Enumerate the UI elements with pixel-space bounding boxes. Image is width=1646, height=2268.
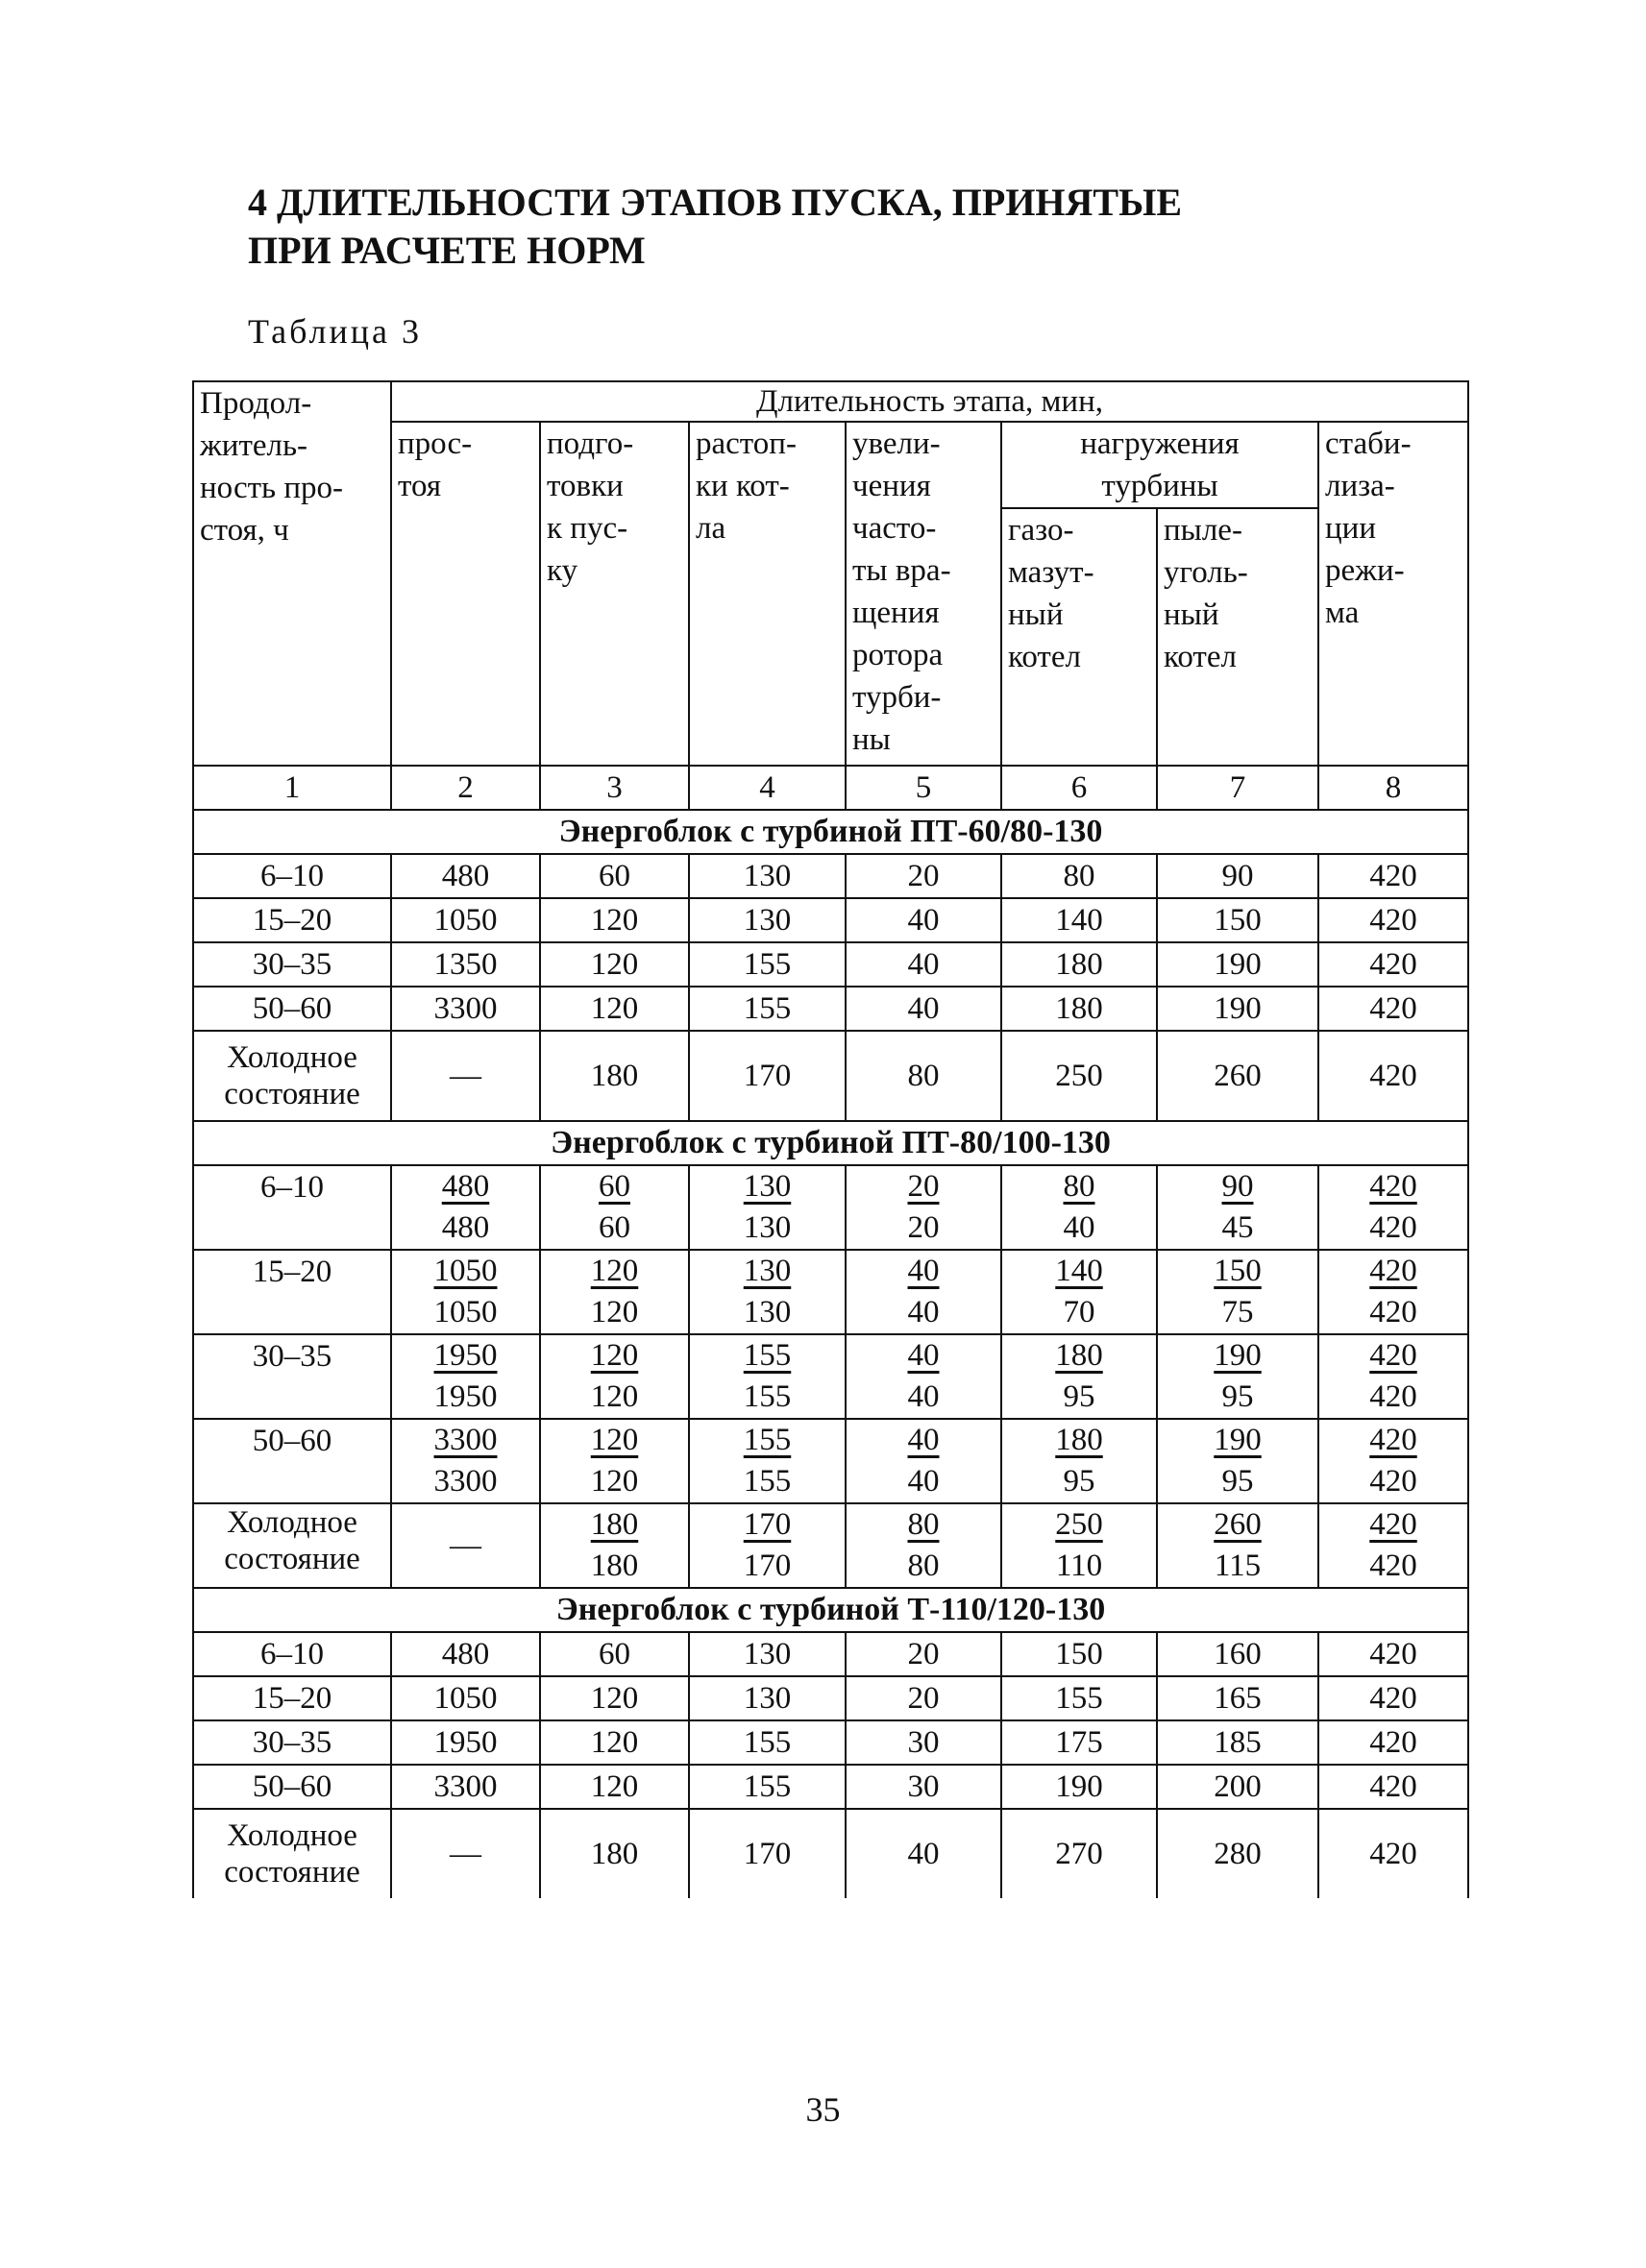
value-bottom: 60 xyxy=(599,1210,630,1245)
table-row xyxy=(193,1419,1468,1503)
column-number: 4 xyxy=(689,766,846,810)
value-top: 120 xyxy=(590,1338,639,1373)
table-cell: 420 xyxy=(1318,898,1468,942)
table-row xyxy=(193,854,1468,898)
table-cell-pair xyxy=(846,1419,1001,1503)
table-cell: 1350 xyxy=(391,942,540,987)
row-label: 30–35 xyxy=(193,1334,391,1419)
row-label: 6–10 xyxy=(193,1165,391,1250)
table-cell: 140 xyxy=(1001,898,1157,942)
value-bottom: 20 xyxy=(907,1210,940,1245)
table-cell-pair xyxy=(391,1250,540,1334)
row-label: 50–60 xyxy=(193,987,391,1031)
page-number: 35 xyxy=(805,2090,841,2129)
value-pair xyxy=(852,1251,995,1333)
table-cell: 280 xyxy=(1157,1809,1318,1898)
heading-line-1: 4 ДЛИТЕЛЬНОСТИ ЭТАПОВ ПУСКА, ПРИНЯТЫЕ xyxy=(248,181,1183,224)
row-label: 15–20 xyxy=(193,898,391,942)
table-cell: 130 xyxy=(689,898,846,942)
table-cell: 190 xyxy=(1157,942,1318,987)
table-cell: 155 xyxy=(1001,1676,1157,1720)
value-pair xyxy=(1325,1166,1462,1249)
value-bottom: 95 xyxy=(1063,1379,1095,1414)
value-bottom: 120 xyxy=(590,1295,639,1329)
table-cell-pair xyxy=(689,1334,846,1419)
header-coal-boiler: пыле- уголь- ный котел xyxy=(1157,508,1318,766)
table-cell: 180 xyxy=(1001,942,1157,987)
table-cell: 190 xyxy=(1001,1765,1157,1809)
row-label: 15–20 xyxy=(193,1250,391,1334)
row-label: 6–10 xyxy=(193,1632,391,1676)
table-cell: 420 xyxy=(1318,1676,1468,1720)
table-cell: 120 xyxy=(540,942,689,987)
value-pair xyxy=(852,1335,995,1418)
table-row xyxy=(193,1250,1468,1334)
value-bottom: 420 xyxy=(1369,1379,1417,1414)
table-cell-pair xyxy=(540,1419,689,1503)
table-cell-pair xyxy=(689,1250,846,1334)
table-cell: 40 xyxy=(846,1809,1001,1898)
table-cell-pair xyxy=(1157,1165,1318,1250)
table-cell: 130 xyxy=(689,854,846,898)
column-number: 8 xyxy=(1318,766,1468,810)
section-title: Энергоблок с турбиной Т-110/120-130 xyxy=(193,1588,1468,1632)
table-cell-pair xyxy=(1318,1334,1468,1419)
value-pair xyxy=(1008,1420,1150,1502)
row-label: 30–35 xyxy=(193,1720,391,1765)
table-cell: 3300 xyxy=(391,987,540,1031)
value-bottom: 420 xyxy=(1369,1295,1417,1329)
table-cell-pair xyxy=(1318,1503,1468,1588)
value-top: 250 xyxy=(1055,1507,1103,1542)
row-label: Холодное состояние xyxy=(193,1031,391,1121)
table-cell: 130 xyxy=(689,1632,846,1676)
table-cell: 420 xyxy=(1318,1720,1468,1765)
table-cell: 175 xyxy=(1001,1720,1157,1765)
value-top: 120 xyxy=(590,1423,639,1457)
table-cell-pair xyxy=(1318,1419,1468,1503)
value-pair xyxy=(1008,1504,1150,1587)
value-bottom: 40 xyxy=(1063,1210,1095,1245)
row-label: 15–20 xyxy=(193,1676,391,1720)
table-cell: 155 xyxy=(689,1765,846,1809)
row-label: 6–10 xyxy=(193,854,391,898)
value-bottom: 80 xyxy=(907,1549,940,1583)
header-preparation: подго- товки к пус- ку xyxy=(540,422,689,766)
table-row xyxy=(193,1809,1468,1898)
header-stage-duration-group: Длительность этапа, мин, xyxy=(391,381,1468,422)
table-cell: 80 xyxy=(846,1031,1001,1121)
table-row xyxy=(193,1632,1468,1676)
table-cell-pair xyxy=(1157,1250,1318,1334)
table-cell: 30 xyxy=(846,1765,1001,1809)
column-number: 6 xyxy=(1001,766,1157,810)
table-cell: 420 xyxy=(1318,987,1468,1031)
table-cell-pair xyxy=(846,1165,1001,1250)
table-row xyxy=(193,898,1468,942)
section-row xyxy=(193,1121,1468,1165)
value-top: 155 xyxy=(743,1423,792,1457)
value-bottom: 155 xyxy=(743,1464,792,1499)
value-pair xyxy=(547,1166,682,1249)
value-top: 260 xyxy=(1214,1507,1262,1542)
value-pair xyxy=(1164,1504,1312,1587)
table-cell-pair xyxy=(689,1165,846,1250)
table-cell-pair xyxy=(1157,1503,1318,1588)
value-bottom: 120 xyxy=(590,1464,639,1499)
table-cell: 170 xyxy=(689,1809,846,1898)
value-top: 90 xyxy=(1221,1169,1254,1204)
section-row xyxy=(193,1588,1468,1632)
table-cell: 155 xyxy=(689,987,846,1031)
value-top: 1950 xyxy=(433,1338,498,1373)
table-row xyxy=(193,1503,1468,1588)
table-cell-pair xyxy=(1157,1334,1318,1419)
table-row xyxy=(193,942,1468,987)
table-cell: 420 xyxy=(1318,942,1468,987)
section-title: Энергоблок с турбиной ПТ-80/100-130 xyxy=(193,1121,1468,1165)
value-bottom: 155 xyxy=(743,1379,792,1414)
header-rotor-speed-increase: увели- чения часто- ты вра- щения ротора турби- ны xyxy=(846,422,1001,766)
table-cell-pair xyxy=(1157,1419,1318,1503)
table-cell: — xyxy=(391,1809,540,1898)
table-cell: 120 xyxy=(540,1676,689,1720)
table-row xyxy=(193,1334,1468,1419)
table-cell: — xyxy=(391,1503,540,1588)
value-pair xyxy=(852,1420,995,1502)
value-pair xyxy=(1325,1420,1462,1502)
value-top: 120 xyxy=(590,1254,639,1288)
value-pair xyxy=(696,1504,839,1587)
table-cell: 30 xyxy=(846,1720,1001,1765)
table-cell: 40 xyxy=(846,942,1001,987)
value-bottom: 1950 xyxy=(433,1379,498,1414)
table-cell-pair xyxy=(391,1419,540,1503)
table-cell: 90 xyxy=(1157,854,1318,898)
value-bottom: 130 xyxy=(743,1295,792,1329)
header-boiler-firing: растоп- ки кот- ла xyxy=(689,422,846,766)
table-cell: 40 xyxy=(846,898,1001,942)
value-pair xyxy=(1008,1166,1150,1249)
table-cell: 1050 xyxy=(391,898,540,942)
value-pair xyxy=(398,1251,533,1333)
table-cell: 420 xyxy=(1318,1765,1468,1809)
value-bottom: 420 xyxy=(1369,1464,1417,1499)
section-heading xyxy=(248,179,1497,275)
value-top: 40 xyxy=(907,1338,940,1373)
table-cell-pair xyxy=(689,1419,846,1503)
table-cell-pair xyxy=(1001,1250,1157,1334)
value-bottom: 1050 xyxy=(433,1295,498,1329)
table-cell: 150 xyxy=(1001,1632,1157,1676)
value-top: 140 xyxy=(1055,1254,1103,1288)
value-pair xyxy=(1325,1335,1462,1418)
value-top: 3300 xyxy=(433,1423,498,1457)
table-cell-pair xyxy=(846,1503,1001,1588)
value-bottom: 115 xyxy=(1214,1549,1262,1583)
table-cell: 180 xyxy=(1001,987,1157,1031)
value-bottom: 70 xyxy=(1063,1295,1095,1329)
value-bottom: 3300 xyxy=(433,1464,498,1499)
column-number: 7 xyxy=(1157,766,1318,810)
value-top: 420 xyxy=(1369,1507,1417,1542)
value-bottom: 180 xyxy=(590,1549,639,1583)
table-cell: 60 xyxy=(540,854,689,898)
value-pair xyxy=(1325,1251,1462,1333)
value-pair xyxy=(547,1504,682,1587)
value-top: 180 xyxy=(590,1507,639,1542)
table-cell: 1050 xyxy=(391,1676,540,1720)
table-cell: 480 xyxy=(391,854,540,898)
table-cell-pair xyxy=(1318,1250,1468,1334)
value-bottom: 420 xyxy=(1369,1210,1417,1245)
table-cell: 170 xyxy=(689,1031,846,1121)
table-row xyxy=(193,1165,1468,1250)
table-cell: 190 xyxy=(1157,987,1318,1031)
table-cell-pair xyxy=(846,1334,1001,1419)
value-top: 480 xyxy=(441,1169,490,1204)
table-cell: 155 xyxy=(689,1720,846,1765)
value-top: 180 xyxy=(1055,1423,1103,1457)
table-row xyxy=(193,1765,1468,1809)
row-label: 50–60 xyxy=(193,1765,391,1809)
value-bottom: 95 xyxy=(1063,1464,1095,1499)
value-top: 1050 xyxy=(433,1254,498,1288)
value-top: 40 xyxy=(907,1423,940,1457)
value-pair xyxy=(398,1335,533,1418)
value-top: 190 xyxy=(1214,1338,1262,1373)
table-cell: 80 xyxy=(1001,854,1157,898)
value-top: 155 xyxy=(743,1338,792,1373)
value-pair xyxy=(547,1420,682,1502)
column-number: 2 xyxy=(391,766,540,810)
value-pair xyxy=(1325,1504,1462,1587)
row-label: 30–35 xyxy=(193,942,391,987)
row-label: Холодное состояние xyxy=(193,1503,391,1588)
table-cell: 185 xyxy=(1157,1720,1318,1765)
value-top: 130 xyxy=(743,1254,792,1288)
value-pair xyxy=(696,1420,839,1502)
table-cell: 3300 xyxy=(391,1765,540,1809)
table-cell: 480 xyxy=(391,1632,540,1676)
value-bottom: 95 xyxy=(1221,1464,1254,1499)
table-cell: 420 xyxy=(1318,1809,1468,1898)
table-cell-pair xyxy=(1001,1165,1157,1250)
heading-line-2: ПРИ РАСЧЕТЕ НОРМ xyxy=(248,229,646,272)
table-body xyxy=(193,810,1468,1898)
value-bottom: 40 xyxy=(907,1379,940,1414)
value-pair xyxy=(398,1166,533,1249)
table-cell: 130 xyxy=(689,1676,846,1720)
section-title: Энергоблок с турбиной ПТ-60/80-130 xyxy=(193,810,1468,854)
table-cell: 200 xyxy=(1157,1765,1318,1809)
table-row xyxy=(193,987,1468,1031)
value-top: 80 xyxy=(1063,1169,1095,1204)
table-cell-pair xyxy=(689,1503,846,1588)
row-label: 50–60 xyxy=(193,1419,391,1503)
table-cell-pair xyxy=(1001,1503,1157,1588)
value-top: 20 xyxy=(907,1169,940,1204)
value-bottom: 420 xyxy=(1369,1549,1417,1583)
table-cell: 120 xyxy=(540,898,689,942)
table-cell-pair xyxy=(1001,1334,1157,1419)
section-row xyxy=(193,810,1468,854)
value-bottom: 40 xyxy=(907,1464,940,1499)
table-cell-pair xyxy=(1318,1165,1468,1250)
value-pair xyxy=(1164,1166,1312,1249)
table-cell: 20 xyxy=(846,854,1001,898)
table-cell: 40 xyxy=(846,987,1001,1031)
table-cell: — xyxy=(391,1031,540,1121)
value-pair xyxy=(1008,1335,1150,1418)
table-cell: 260 xyxy=(1157,1031,1318,1121)
table-cell: 420 xyxy=(1318,1031,1468,1121)
table-row xyxy=(193,1720,1468,1765)
startup-duration-table xyxy=(192,380,1469,1898)
column-number: 5 xyxy=(846,766,1001,810)
value-top: 420 xyxy=(1369,1254,1417,1288)
header-gas-oil-boiler: газо- мазут- ный котел xyxy=(1001,508,1157,766)
table-row xyxy=(193,1676,1468,1720)
table-cell: 420 xyxy=(1318,854,1468,898)
table-cell: 165 xyxy=(1157,1676,1318,1720)
header-mode-stabilization: стаби- лиза- ции режи- ма xyxy=(1318,422,1468,766)
value-bottom: 75 xyxy=(1221,1295,1254,1329)
value-top: 60 xyxy=(599,1169,630,1204)
header-turbine-loading: нагружения турбины xyxy=(1001,422,1318,508)
value-pair xyxy=(547,1335,682,1418)
header-idle: прос- тоя xyxy=(391,422,540,766)
value-pair xyxy=(696,1251,839,1333)
table-cell: 120 xyxy=(540,1765,689,1809)
value-top: 420 xyxy=(1369,1423,1417,1457)
value-pair xyxy=(398,1420,533,1502)
value-top: 80 xyxy=(907,1507,940,1542)
table-cell: 20 xyxy=(846,1632,1001,1676)
value-top: 420 xyxy=(1369,1338,1417,1373)
value-bottom: 480 xyxy=(441,1210,490,1245)
value-pair xyxy=(696,1166,839,1249)
table-cell-pair xyxy=(540,1250,689,1334)
table-row xyxy=(193,1031,1468,1121)
table-cell: 180 xyxy=(540,1031,689,1121)
value-top: 190 xyxy=(1214,1423,1262,1457)
value-bottom: 95 xyxy=(1221,1379,1254,1414)
table-cell: 270 xyxy=(1001,1809,1157,1898)
table-cell: 60 xyxy=(540,1632,689,1676)
value-pair xyxy=(1164,1335,1312,1418)
value-bottom: 170 xyxy=(743,1549,792,1583)
value-pair xyxy=(852,1504,995,1587)
table-cell: 160 xyxy=(1157,1632,1318,1676)
header-idle-duration: Продол- житель- ность про- стоя, ч xyxy=(193,381,391,766)
table-cell: 155 xyxy=(689,942,846,987)
value-pair xyxy=(696,1335,839,1418)
table-cell-pair xyxy=(540,1503,689,1588)
value-bottom: 130 xyxy=(743,1210,792,1245)
table-cell: 20 xyxy=(846,1676,1001,1720)
value-pair xyxy=(1008,1251,1150,1333)
value-top: 170 xyxy=(743,1507,792,1542)
table-cell: 120 xyxy=(540,987,689,1031)
table-cell-pair xyxy=(540,1165,689,1250)
value-pair xyxy=(1164,1251,1312,1333)
value-pair xyxy=(1164,1420,1312,1502)
table-cell: 1950 xyxy=(391,1720,540,1765)
column-number-row xyxy=(193,766,1468,810)
table-cell-pair xyxy=(391,1165,540,1250)
table-cell-pair xyxy=(540,1334,689,1419)
column-number: 1 xyxy=(193,766,391,810)
value-top: 420 xyxy=(1369,1169,1417,1204)
value-top: 40 xyxy=(907,1254,940,1288)
table-caption: Таблица 3 xyxy=(248,312,422,351)
table-cell-pair xyxy=(1001,1419,1157,1503)
table-cell: 420 xyxy=(1318,1632,1468,1676)
table-cell: 150 xyxy=(1157,898,1318,942)
table-cell-pair xyxy=(846,1250,1001,1334)
table-cell-pair xyxy=(391,1334,540,1419)
value-pair xyxy=(547,1251,682,1333)
value-pair xyxy=(852,1166,995,1249)
value-bottom: 120 xyxy=(590,1379,639,1414)
value-bottom: 110 xyxy=(1055,1549,1103,1583)
value-top: 150 xyxy=(1214,1254,1262,1288)
row-label: Холодное состояние xyxy=(193,1809,391,1898)
value-top: 130 xyxy=(743,1169,792,1204)
table-cell: 120 xyxy=(540,1720,689,1765)
column-number: 3 xyxy=(540,766,689,810)
table-cell: 250 xyxy=(1001,1031,1157,1121)
table-cell: 180 xyxy=(540,1809,689,1898)
value-bottom: 40 xyxy=(907,1295,940,1329)
value-top: 180 xyxy=(1055,1338,1103,1373)
value-bottom: 45 xyxy=(1221,1210,1254,1245)
